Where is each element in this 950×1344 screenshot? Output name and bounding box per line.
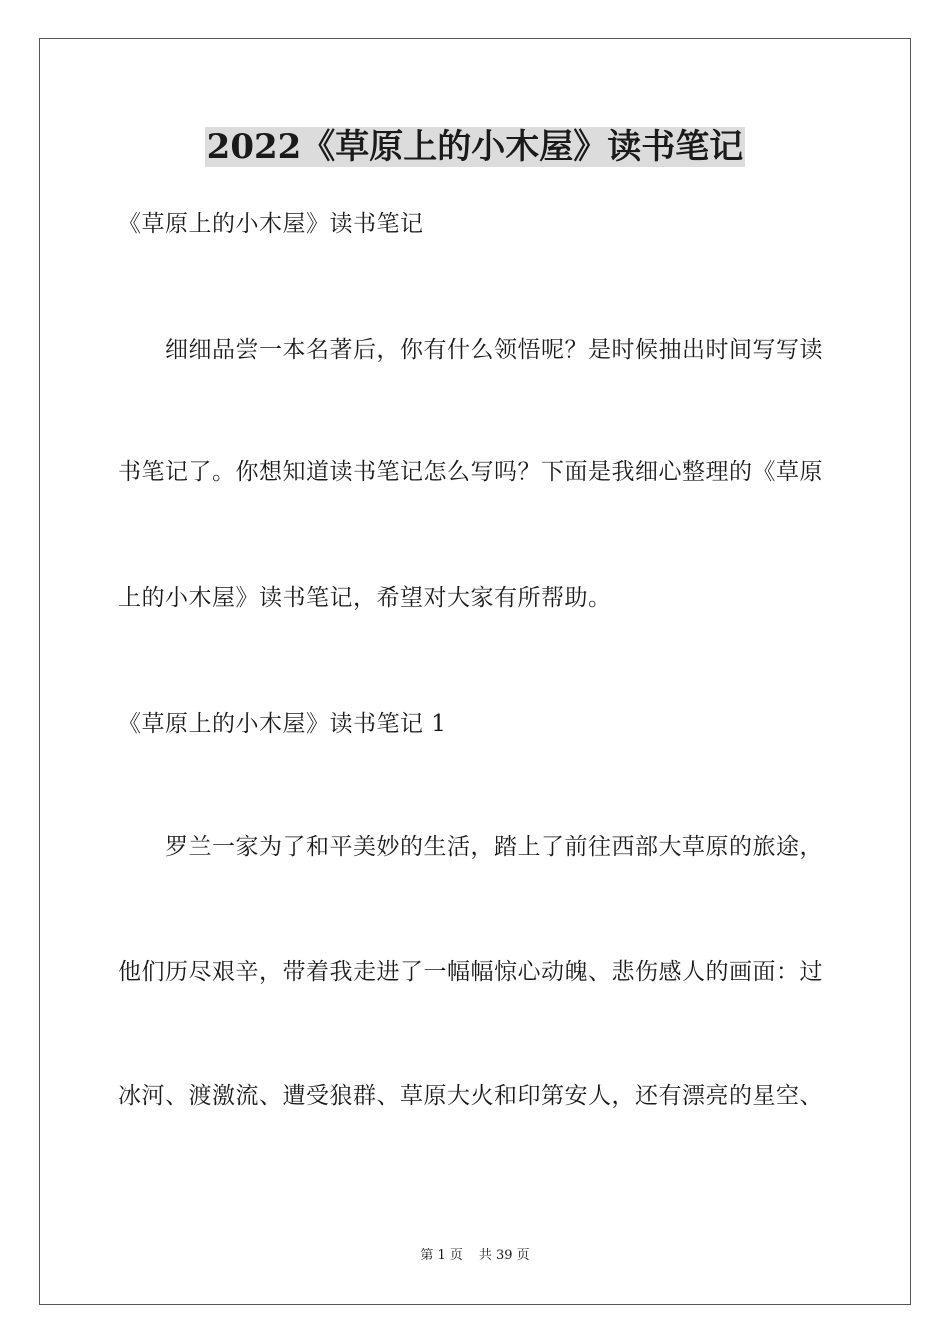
paragraph-line: 上的小木屋》读书笔记，希望对大家有所帮助。 [118,585,612,611]
paragraph-line: 细细品尝一本名著后，你有什么领悟呢？是时候抽出时间写写读 [118,337,823,363]
document-title [0,124,950,170]
paragraph-line: 冰河、渡激流、遭受狼群、草原大火和印第安人，还有漂亮的星空、 [118,1083,823,1109]
document-title-text: 2022《草原上的小木屋》读书笔记 [206,127,744,167]
paragraph-line: 他们历尽艰辛，带着我走进了一幅幅惊心动魄、悲伤感人的画面：过 [118,959,823,985]
total-pages: 共 39 页 [478,1248,530,1263]
paragraph-line: 书笔记了。你想知道读书笔记怎么写吗？下面是我细心整理的《草原 [118,459,823,485]
section-heading: 《草原上的小木屋》读书笔记 [118,211,424,237]
page-number: 第 1 页 [420,1248,463,1263]
page-footer [0,1247,950,1265]
paragraph-line: 罗兰一家为了和平美妙的生活，踏上了前往西部大草原的旅途， [118,834,823,860]
section-heading: 《草原上的小木屋》读书笔记 1 [118,711,447,737]
